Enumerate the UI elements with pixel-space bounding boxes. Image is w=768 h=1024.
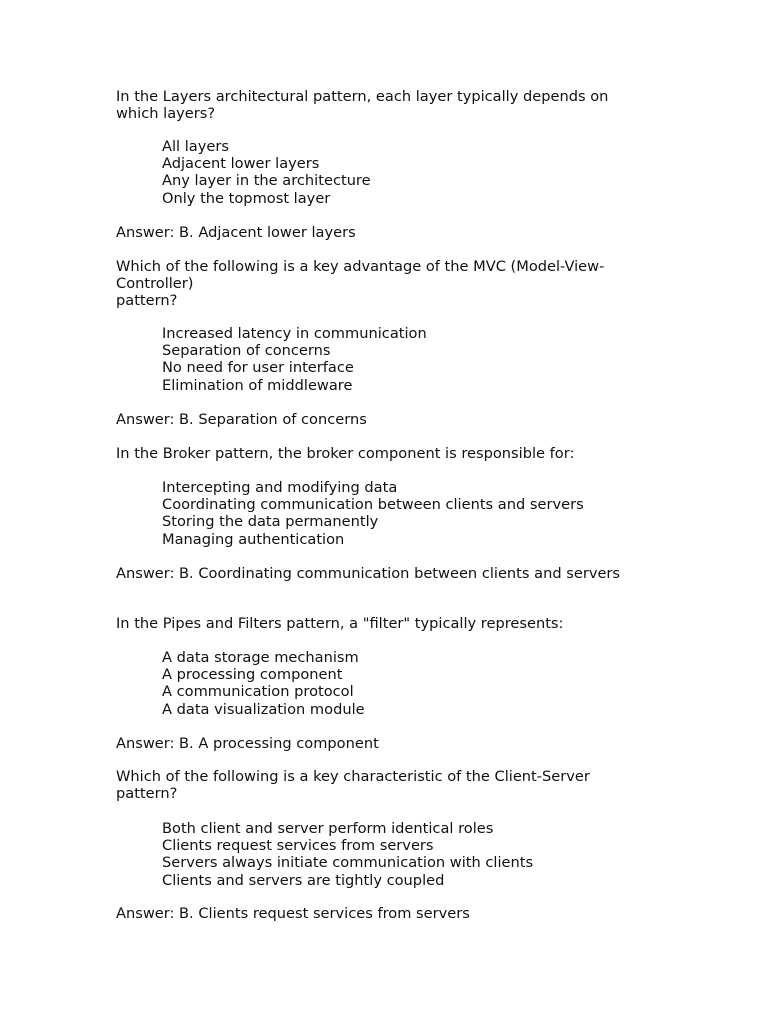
option-c: A communication protocol (162, 683, 354, 701)
question-line: pattern? (116, 785, 178, 803)
answer-text: Answer: B. Clients request services from servers (116, 905, 470, 922)
question-1-options (162, 138, 682, 207)
question-4-answer (116, 735, 676, 752)
question-line: In the Pipes and Filters pattern, a "filter" typically represents: (116, 615, 564, 632)
question-line: Which of the following is a key characteristic of the Client-Server (116, 768, 590, 785)
option-a: A data storage mechanism (162, 649, 359, 666)
question-5-answer (116, 905, 676, 922)
question-line: Which of the following is a key advantage of the MVC (Model-View- (116, 258, 605, 275)
option-b: Adjacent lower layers (162, 155, 320, 173)
option-d: A data visualization module (162, 700, 365, 718)
answer-text: Answer: B. Coordinating communication between clients and servers (116, 565, 621, 582)
question-line: In the Layers architectural pattern, each layer typically depends on (116, 88, 609, 105)
question-3-answer (116, 565, 676, 582)
option-a: All layers (162, 138, 229, 155)
answer-text: Answer: B. Separation of concerns (116, 411, 367, 428)
option-b: Clients request services from servers (162, 837, 434, 855)
option-b: Separation of concerns (162, 342, 331, 360)
option-d: Clients and servers are tightly coupled (162, 871, 445, 889)
question-3-text (116, 445, 676, 462)
option-b: A processing component (162, 666, 343, 684)
question-1-answer (116, 224, 676, 241)
question-5-text (116, 768, 676, 802)
question-5-options (162, 820, 682, 889)
question-2-text (116, 258, 676, 310)
question-line: Controller) (116, 275, 194, 293)
option-d: Only the topmost layer (162, 189, 331, 207)
question-4-text (116, 615, 676, 632)
option-c: Any layer in the architecture (162, 172, 371, 190)
question-2-options (162, 325, 682, 394)
question-line: pattern? (116, 292, 178, 310)
answer-text: Answer: B. Adjacent lower layers (116, 224, 356, 241)
option-a: Both client and server perform identical roles (162, 820, 494, 837)
question-line: which layers? (116, 105, 216, 123)
option-c: Storing the data permanently (162, 513, 379, 531)
question-line: In the Broker pattern, the broker component is responsible for: (116, 445, 575, 462)
option-a: Intercepting and modifying data (162, 479, 398, 496)
question-3-options (162, 479, 682, 548)
option-c: Servers always initiate communication with clients (162, 854, 534, 872)
answer-text: Answer: B. A processing component (116, 735, 379, 752)
option-b: Coordinating communication between clients and servers (162, 496, 584, 514)
question-2-answer (116, 411, 676, 428)
option-a: Increased latency in communication (162, 325, 427, 342)
question-4-options (162, 649, 682, 718)
option-d: Managing authentication (162, 530, 345, 548)
option-c: No need for user interface (162, 359, 354, 377)
question-1-text (116, 88, 676, 122)
option-d: Elimination of middleware (162, 376, 353, 394)
